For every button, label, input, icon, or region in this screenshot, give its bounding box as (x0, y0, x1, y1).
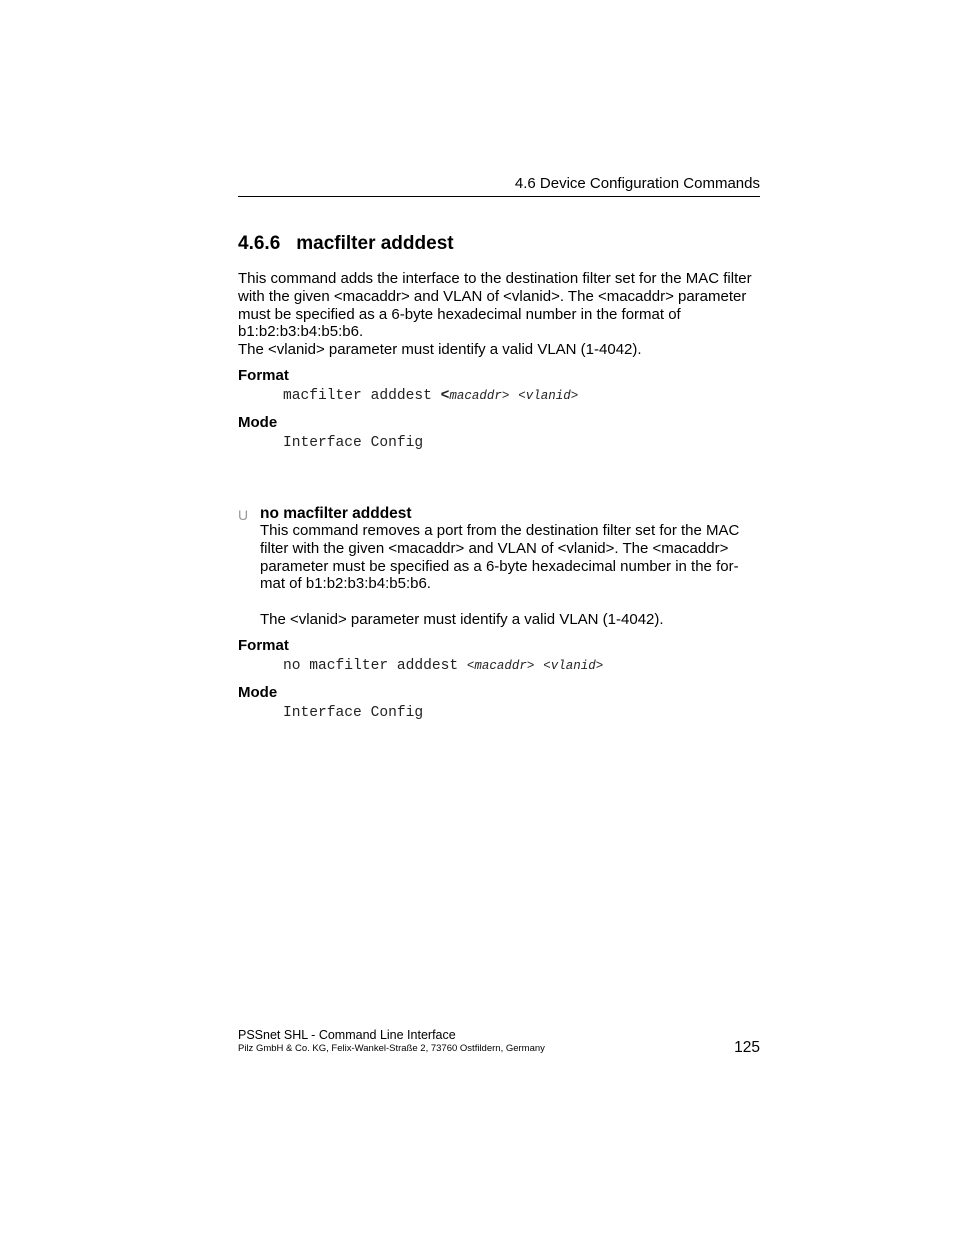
page-number: 125 (734, 1039, 760, 1056)
format-param-macaddr: <macaddr> (466, 659, 535, 673)
subsection-title: no macfilter adddest (260, 505, 412, 522)
description-line: parameter must be specified as a 6-byte hexadecimal number in the for- (260, 557, 739, 575)
format-syntax (283, 658, 603, 674)
format-command: no macfilter adddest (283, 658, 467, 674)
mode-label: Mode (238, 414, 278, 431)
format-label: Format (238, 367, 289, 384)
subsection-description (260, 522, 760, 593)
description-line: mat of b1:b2:b3:b4:b5:b6. (260, 575, 431, 593)
description-line: filter with the given <macaddr> and VLAN of <vlanid>. The <macaddr> (260, 539, 729, 557)
format-command: macfilter adddest (283, 388, 441, 404)
format-syntax (283, 388, 578, 404)
description-line: b1:b2:b3:b4:b5:b6. (238, 323, 364, 341)
description-line: This command removes a port from the destination filter set for the MAC (260, 522, 740, 539)
vlan-note: The <vlanid> parameter must identify a valid VLAN (1-4042). (260, 611, 664, 628)
section-heading (238, 233, 454, 255)
description-line: must be specified as a 6-byte hexadecimal number in the format of (238, 305, 681, 323)
format-label: Format (238, 637, 289, 654)
mode-value: Interface Config (283, 435, 424, 451)
section-description (238, 270, 762, 359)
description-line: The <vlanid> parameter must identify a valid VLAN (1-4042). (238, 341, 642, 359)
description-line: This command adds the interface to the destination filter set for the MAC filter (238, 270, 752, 287)
running-header: 4.6 Device Configuration Commands (514, 175, 760, 192)
bullet-icon: U (238, 507, 249, 523)
mode-label: Mode (238, 684, 278, 701)
format-angle: < (440, 388, 450, 404)
format-param-vlanid: <vlanid> (543, 659, 604, 673)
mode-value: Interface Config (283, 705, 424, 721)
footer-doc-title: PSSnet SHL - Command Line Interface (238, 1028, 456, 1042)
footer-company: Pilz GmbH & Co. KG, Felix-Wankel-Straße 2, 73760 Ostfildern, Germany (238, 1043, 545, 1054)
header-rule (238, 196, 760, 197)
section-number: 4.6.6 (238, 233, 281, 254)
format-param-vlanid: <vlanid> (518, 389, 579, 403)
format-param-macaddr: macaddr> (449, 389, 510, 403)
description-line: with the given <macaddr> and VLAN of <vlanid>. The <macaddr> parameter (238, 287, 747, 305)
section-title: macfilter adddest (296, 233, 454, 254)
